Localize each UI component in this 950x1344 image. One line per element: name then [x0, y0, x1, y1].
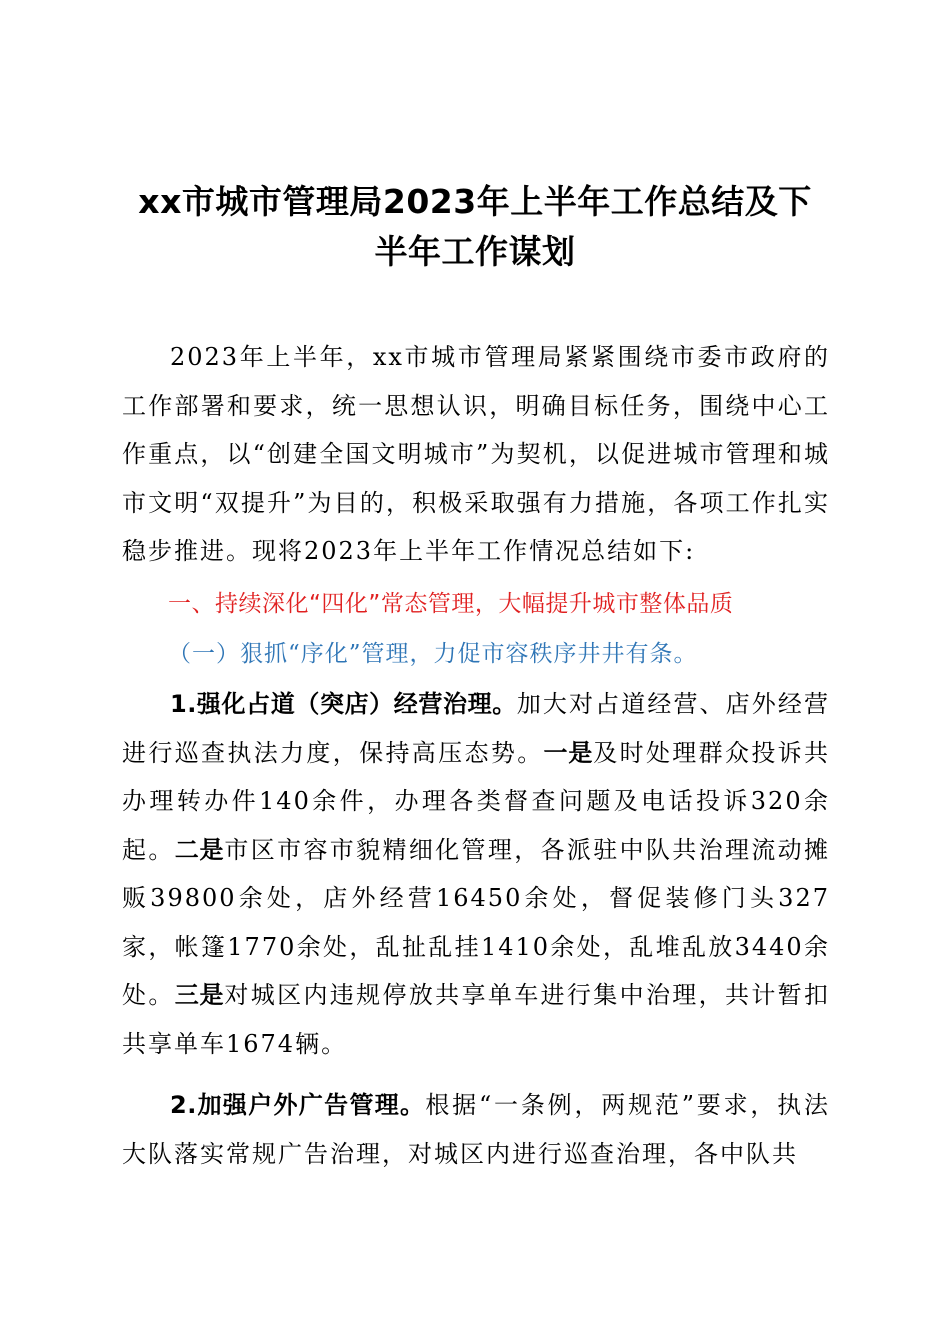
- document-title-line-2: 半年工作谋划: [374, 232, 576, 271]
- subsection-heading-1: （一）狠抓“序化”管理，力促市容秩序井井有条。: [168, 641, 698, 667]
- document-title-line-1: xx市城市管理局2023年上半年工作总结及下: [138, 182, 812, 221]
- item-2-text: [122, 1081, 830, 1178]
- item-2-text-body: 根据“一条例，两规范”要求，执法大队落实常规广告治理，对城区内进行巡查治理，各中队共: [122, 1091, 830, 1168]
- item-1-paragraph: [122, 680, 830, 1068]
- item-1-text-c: 市区市容市貌精细化管理，各派驻中队共治理流动摊贩39800余处，店外经营16450余处，督促装修门头327家，帐篷1770余处，乱扯乱挂1410余处，乱堆乱放3440余处。: [122, 835, 831, 1009]
- intro-paragraph: [122, 333, 830, 576]
- item-1-text: [122, 680, 830, 1068]
- item-2-lead: 2.加强户外广告管理。: [170, 1091, 426, 1119]
- item-1-mark-2: 二是: [174, 835, 225, 864]
- item-1-text-d: 对城区内违规停放共享单车进行集中治理，共计暂扣共享单车1674辆。: [122, 981, 831, 1058]
- item-1-text-b: 及时处理群众投诉共办理转办件140余件，办理各类督查问题及电话投诉320余起。: [122, 738, 831, 864]
- item-1-text-a: 加大对占道经营、店外经营进行巡查执法力度，保持高压态势。: [122, 690, 830, 767]
- item-1-mark-1: 一是: [543, 738, 594, 767]
- item-1-lead: 1.强化占道（突店）经营治理。: [170, 690, 517, 718]
- item-2-paragraph: [122, 1081, 830, 1178]
- intro-text: 2023年上半年，xx市城市管理局紧紧围绕市委市政府的工作部署和要求，统一思想认识，明确目标任务，围绕中心工作重点，以“创建全国文明城市”为契机，以促进城市管理和城市文明“双提升”为目的，积极采取强有力措施，各项工作扎实稳步推进。现将2023年上半年工作情况总结如下:: [122, 343, 830, 565]
- item-1-mark-3: 三是: [174, 981, 225, 1009]
- section-heading-1: 一、持续深化“四化”常态管理，大幅提升城市整体品质: [168, 591, 734, 617]
